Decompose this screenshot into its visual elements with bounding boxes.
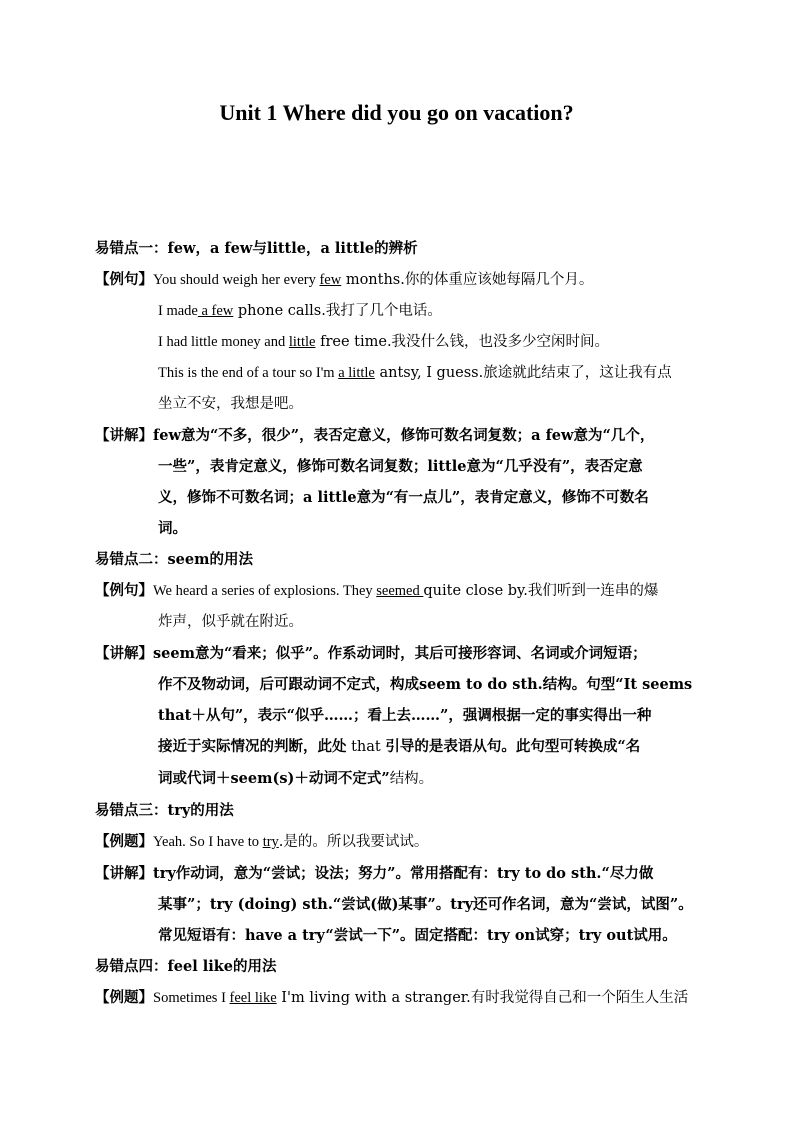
example-line [95,264,705,296]
example-text: free time.我没什么钱，也没多少空闲时间。 [315,334,610,350]
example-line [95,826,705,858]
explanation-text: that [346,739,386,755]
example-text: I made [158,303,198,319]
example-line: 坐立不安，我想是吧。 [158,396,303,412]
example-text: .是的。所以我要试试。 [278,834,429,850]
example-text: I'm living with a stranger.有时我觉得自己和一个陌生人生活 [276,990,689,1006]
example-line [95,575,705,607]
explanation-text: few意为“不多，很少”，表否定意义，修饰可数名词复数；a few意为“几个， [153,427,655,444]
explanation-text: 引导的是表语从句。此句型可转换成“名 [385,738,641,755]
underlined-word: a few [197,303,234,319]
explanation-line [95,763,705,795]
example-tag: 【例句】 [95,271,153,288]
explanation-line [95,420,705,451]
example-text: We heard a series of explosions. They [153,583,377,599]
explanation-line: 作不及物动词，后可跟动词不定式，构成seem to do sth.结构。句型“It seems [158,676,693,693]
explanation-line [95,858,705,889]
example-text: phone calls.我打了几个电话。 [233,303,442,319]
underlined-word: feel like [229,990,277,1006]
section-heading-3: 易错点三：try的用法 [95,802,234,819]
underlined-word: few [319,272,342,288]
underlined-word: little [288,334,316,350]
document-body [95,233,705,1014]
underlined-word: try [262,834,279,850]
example-line [95,327,705,358]
example-line [95,982,705,1014]
explanation-line: 常见短语有：have a try“尝试一下”。固定搭配：try on试穿；try out试用。 [158,927,677,944]
section-heading-4: 易错点四：feel like的用法 [95,958,277,975]
section-heading-1: 易错点一：few，a few与little，a little的辨析 [95,240,418,257]
example-text: months.你的体重应该她每隔几个月。 [341,272,594,288]
section-heading-2: 易错点二：seem的用法 [95,551,253,568]
explanation-tag: 【讲解】 [95,427,153,444]
explanation-text: 词或代词＋seem(s)＋动词不定式” [158,770,390,787]
example-text: Yeah. So I have to [153,834,263,850]
example-line [95,358,705,389]
example-line: 炸声，似乎就在附近。 [158,614,303,630]
explanation-text: try作动词，意为“尝试；设法；努力”。常用搭配有：try to do sth.“尽力做 [153,865,654,882]
explanation-line: that＋从句”，表示“似乎……；看上去……”，强调根据一定的事实得出一种 [158,707,652,724]
example-text: You should weigh her every [153,272,320,288]
example-text: Sometimes I [153,990,230,1006]
explanation-tag: 【讲解】 [95,865,153,882]
example-text: This is the end of a tour so I'm [158,365,339,381]
example-line [95,296,705,327]
example-tag: 【例句】 [95,582,153,599]
explanation-line: 某事”；try (doing) sth.“尝试(做)某事”。try还可作名词，意为“尝试，试图”。 [158,896,693,913]
explanation-line: 义，修饰不可数名词；a little意为“有一点儿”，表肯定意义，修饰不可数名 [158,489,649,506]
explanation-text: 结构。 [389,771,434,787]
example-text: antsy, I guess.旅途就此结束了，这让我有点 [374,365,672,381]
example-tag: 【例题】 [95,833,153,850]
example-tag: 【例题】 [95,989,153,1006]
explanation-line [95,638,705,669]
example-text: quite close by.我们听到一连串的爆 [423,583,659,599]
underlined-word: seemed [376,583,424,599]
underlined-word: a little [338,365,375,381]
explanation-line [95,731,705,763]
explanation-text: 接近于实际情况的判断，此处 [158,738,347,755]
explanation-text: seem意为“看来；似乎”。作系动词时，其后可接形容词、名词或介词短语； [153,645,647,662]
explanation-line: 词。 [158,520,187,537]
explanation-line: 一些”，表肯定意义，修饰可数名词复数；little意为“几乎没有”，表否定意 [158,458,643,475]
explanation-tag: 【讲解】 [95,645,153,662]
example-text: I had little money and [158,334,289,350]
page-title: Unit 1 Where did you go on vacation? [219,100,574,125]
